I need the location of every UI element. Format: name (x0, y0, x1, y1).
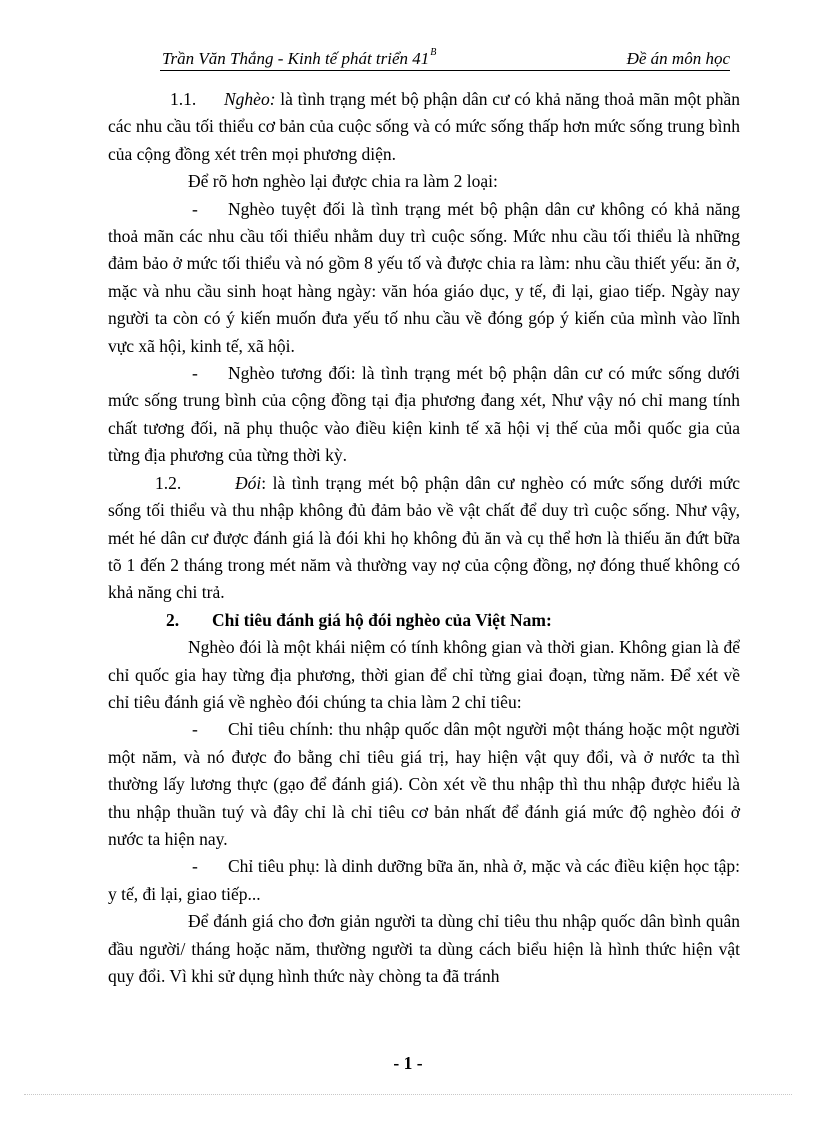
section-heading-2 (108, 607, 740, 634)
section-title-2: Chỉ tiêu đánh giá hộ đói nghèo của Việt Nam: (212, 609, 552, 630)
bullet-dash: - (192, 856, 198, 877)
bullet-dash: - (192, 198, 198, 219)
header-document-type: Đề án môn học (626, 49, 730, 68)
sub-indicator-text: Chỉ tiêu phụ: là dinh dưỡng bữa ăn, nhà ở, mặc và các điều kiện học tập: y tế, đi lại, giao tiếp... (108, 856, 740, 904)
section-number-1-1: 1.1. (170, 89, 197, 109)
definition-hunger-text: : là tình trạng mét bộ phận dân cư nghèo có mức sống dưới mức sống tối thiểu và thu nhập không đủ đảm bảo về vật chất để duy trì cuộc sống. Như vậy, mét hé dân cư được đánh giá là đói khi họ không đủ ăn và cụ thể hơn là thiếu ăn đứt bữa tõ 1 đến 2 tháng trong mét năm và thường vay nợ của cộng đồng, nợ đóng thuế không có khả năng chi trả. (108, 472, 740, 603)
header-class-superscript: B (430, 47, 437, 59)
main-indicator-item (108, 716, 740, 853)
main-indicator-text: Chỉ tiêu chính: thu nhập quốc dân một người một tháng hoặc một người một năm, và nó được đo bằng chỉ tiêu giá trị, hay hiện vật quy đổi, và ở nước ta thì thường lấy lương thực (gạo để đánh giá). Còn xét về thu nhập thì thu nhập được hiểu là thu nhập thuần tuý và đây chỉ là chỉ tiêu cơ bản nhất để đánh giá mức độ nghèo đói ở nước ta hiện nay. (108, 719, 740, 849)
absolute-poverty-item (108, 196, 740, 360)
document-body (108, 86, 740, 990)
header-author-text: Trần Văn Thắng - Kinh tế phát triển 41 (162, 49, 430, 68)
relative-poverty-text: Nghèo tương đối: là tình trạng mét bộ phận dân cư có mức sống dưới mức sống trung bình của cộng đồng tại địa phương đang xét, Như vậy nó chỉ mang tính chất tương đối, nã phụ thuộc vào điều kiện kinh tế xã hội vị thế của mỗi quốc gia của từng địa phương của từng thời kỳ. (108, 363, 740, 466)
header-author-course (162, 49, 436, 69)
definition-poverty (108, 86, 740, 168)
concept-paragraph: Nghèo đói là một khái niệm có tính không gian và thời gian. Không gian là để chỉ quốc gia hay từng địa phương, thời gian để chỉ từng giai đoạn, từng năm. Để xét về chỉ tiêu đánh giá về nghèo đói chúng ta chia làm 2 chỉ tiêu: (108, 637, 740, 712)
term-hunger: Đói (235, 472, 262, 493)
section-number-1-2: 1.2. (155, 472, 182, 493)
bullet-dash: - (192, 719, 198, 740)
term-poverty: Nghèo: (224, 89, 276, 109)
sub-indicator-item (108, 853, 740, 908)
bullet-dash: - (192, 363, 198, 384)
definition-poverty-text: là tình trạng mét bộ phận dân cư có khả năng thoả mãn một phần các nhu cầu tối thiểu cơ bản của cuộc sống và có mức sống thấp hơn mức sống trung bình của cộng đồng xét trên mọi phương diện. (108, 89, 740, 164)
header-underline (160, 70, 730, 71)
classification-intro: Để rõ hơn nghèo lại được chia ra làm 2 loại: (188, 171, 498, 192)
page-header (160, 48, 730, 74)
evaluation-paragraph: Để đánh giá cho đơn giản người ta dùng chỉ tiêu thu nhập quốc dân bình quân đầu người/ tháng hoặc năm, thường người ta dùng cách biểu hiện là hình thức hiện vật quy đổi. Vì khi sử dụng hình thức này chòng ta đã tránh (108, 911, 740, 986)
page-bottom-divider (24, 1094, 792, 1095)
relative-poverty-item (108, 360, 740, 470)
section-number-2: 2. (166, 609, 180, 630)
absolute-poverty-text: Nghèo tuyệt đối là tình trạng mét bộ phận dân cư không có khả năng thoả mãn các nhu cầu tối thiểu nhằm duy trì cuộc sống. Mức nhu cầu tối thiểu là những đảm bảo ở mức tối thiểu và nó gồm 8 yếu tố và được chia ra làm: nhu cầu thiết yếu: ăn ở, mặc và nhu cầu sinh hoạt hàng ngày: văn hóa giáo dục, y tế, đi lại, giao tiếp. Ngày nay người ta còn có ý kiến muốn đưa yếu tố nhu cầu về đóng góp ý kiến của mình vào lĩnh vực xã hội, kinh tế, xã hội. (108, 198, 740, 356)
page-number: - 1 - (393, 1053, 423, 1073)
definition-hunger (108, 470, 740, 607)
